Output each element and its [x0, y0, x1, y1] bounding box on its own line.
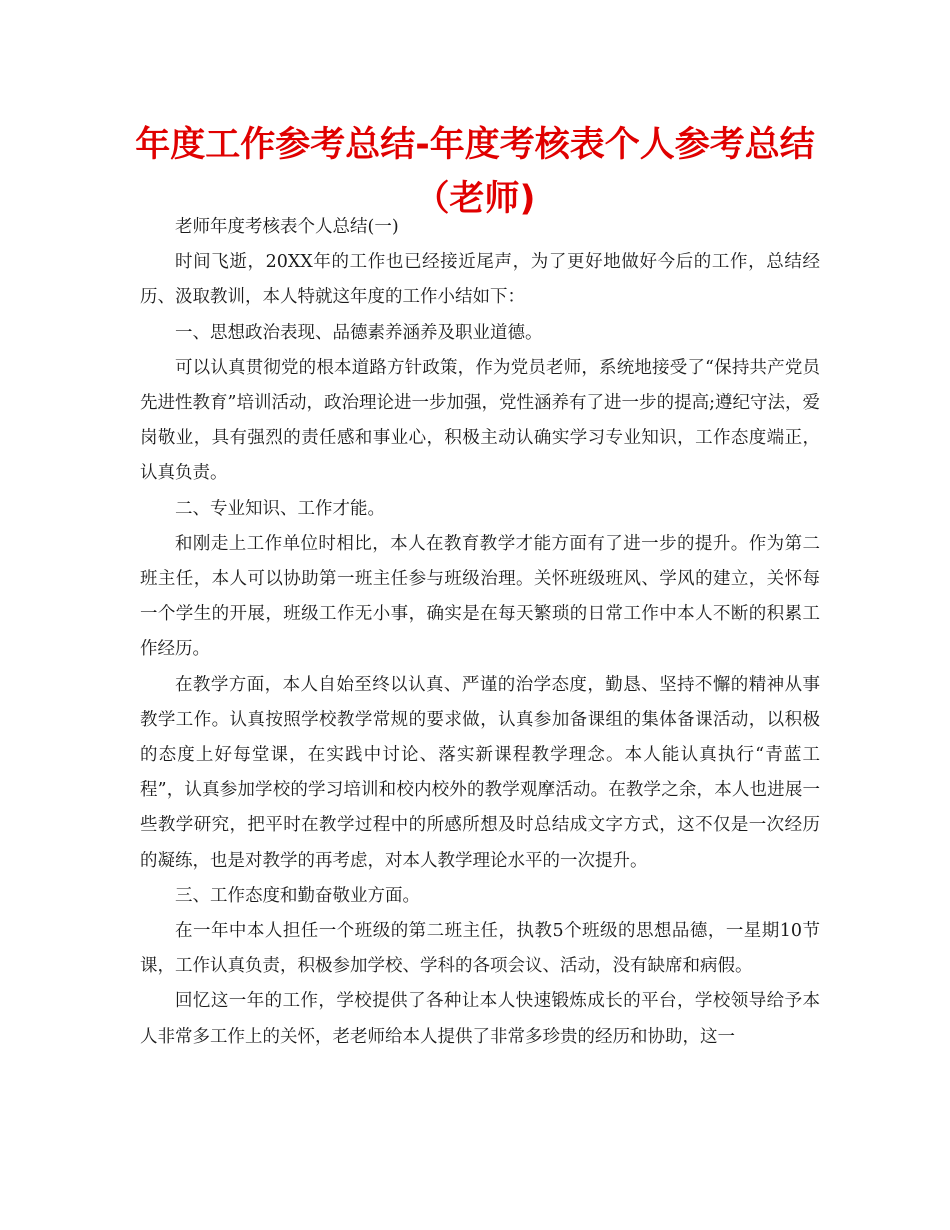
- section-heading-2: 二、专业知识、工作才能。: [175, 498, 385, 519]
- subtitle-paragraph: 老师年度考核表个人总结(一): [175, 217, 399, 237]
- body-paragraph: 可以认真贯彻党的根本道路方针政策，作为党员老师，系统地接受了“保持共产党员先进性教育”培训活动，政治理论进一步加强，党性涵养有了进一步的提高;遵纪守法，爱岗敬业，具有强烈的责任感和事业心，积极主动认确实学习专业知识，工作态度端正，认真负责。: [140, 357, 820, 484]
- body-paragraph: 在一年中本人担任一个班级的第二班主任，执教5个班级的思想品德，一星期10节课，工作认真负责，积极参加学校、学科的各项会议、活动，没有缺席和病假。: [140, 921, 820, 977]
- document-body: [140, 210, 820, 1055]
- body-paragraph: 在教学方面，本人自始至终以认真、严谨的治学态度，勤恳、坚持不懈的精神从事教学工作。认真按照学校教学常规的要求做，认真参加备课组的集体备课活动，以积极的态度上好每堂课，在实践中讨论、落实新课程教学理念。本人能认真执行“青蓝工程”，认真参加学校的学习培训和校内校外的教学观摩活动。在教学之余，本人也进展一些教学研究，把平时在教学过程中的所感所想及时总结成文字方式，这不仅是一次经历的凝练，也是对教学的再考虑，对本人教学理论水平的一次提升。: [140, 674, 820, 871]
- body-paragraph: 回忆这一年的工作，学校提供了各种让本人快速锻炼成长的平台，学校领导给予本人非常多工作上的关怀，老老师给本人提供了非常多珍贵的经历和协助，这一: [140, 991, 820, 1047]
- document-title: 年度工作参考总结-年度考核表个人参考总结（老师): [135, 125, 815, 219]
- section-heading-1: 一、思想政治表现、品德素养涵养及职业道德。: [175, 322, 543, 343]
- body-paragraph: 和刚走上工作单位时相比，本人在教育教学才能方面有了进一步的提升。作为第二班主任，本人可以协助第一班主任参与班级治理。关怀班级班风、学风的建立，关怀每一个学生的开展，班级工作无小事，确实是在每天繁琐的日常工作中本人不断的积累工作经历。: [140, 533, 820, 660]
- section-heading-3: 三、工作态度和勤奋敬业方面。: [175, 885, 420, 906]
- intro-paragraph: 时间飞逝，20XX年的工作也已经接近尾声，为了更好地做好今后的工作，总结经历、汲取教训，本人特就这年度的工作小结如下：: [140, 252, 820, 308]
